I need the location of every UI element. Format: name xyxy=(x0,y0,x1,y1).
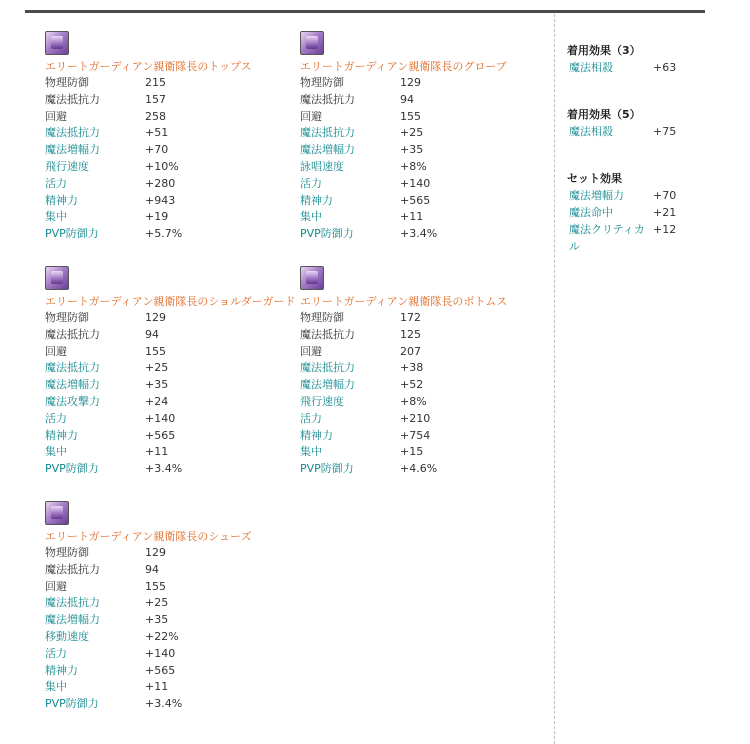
stat-row xyxy=(45,394,300,411)
stat-label: 精神力 xyxy=(45,663,78,677)
item-block-tops xyxy=(45,31,300,243)
stat-value: +140 xyxy=(400,176,431,190)
stat-label: 回避 xyxy=(45,109,67,123)
stat-label: 物理防御 xyxy=(45,546,89,559)
stat-value: +35 xyxy=(145,613,169,627)
stat-row xyxy=(300,92,555,109)
stat-label: 精神力 xyxy=(300,428,333,442)
stat-row xyxy=(300,394,555,411)
stat-row xyxy=(300,226,555,243)
stat-row xyxy=(45,444,300,461)
set-effect-group xyxy=(567,171,702,255)
stat-value: +5.7% xyxy=(145,227,183,241)
stat-row xyxy=(300,411,555,428)
stat-value: +140 xyxy=(145,411,176,425)
set-effect-value: +70 xyxy=(653,189,677,202)
stat-value: +15 xyxy=(400,445,424,459)
stat-row xyxy=(45,159,300,176)
stat-row xyxy=(300,377,555,394)
stat-row xyxy=(45,612,300,629)
item-name[interactable]: エリートガーディアン親衛隊長のトップス xyxy=(45,60,252,73)
stat-label: 活力 xyxy=(45,176,67,190)
set-effect-group xyxy=(567,43,702,76)
stat-row xyxy=(45,327,300,344)
stat-row xyxy=(300,428,555,445)
stat-row xyxy=(45,461,300,478)
bottoms-armor-icon[interactable] xyxy=(300,266,324,290)
stat-value: +565 xyxy=(145,428,176,442)
stat-label: 魔法抵抗力 xyxy=(45,327,100,341)
stat-label: 飛行速度 xyxy=(45,159,89,173)
stat-row xyxy=(45,679,300,696)
stat-value: +52 xyxy=(400,378,424,392)
stat-label: 精神力 xyxy=(300,193,333,207)
stat-row xyxy=(45,142,300,159)
stat-label: 飛行速度 xyxy=(300,394,344,408)
stat-row xyxy=(45,226,300,243)
stat-value: +51 xyxy=(145,126,169,140)
set-effect-label: 魔法命中 xyxy=(569,206,613,219)
stat-label: 魔法抵抗力 xyxy=(45,126,100,140)
stat-row xyxy=(300,327,555,344)
stat-label: 回避 xyxy=(300,109,322,123)
stat-label: PVP防御力 xyxy=(45,227,99,241)
stat-value: 155 xyxy=(145,579,166,593)
stat-label: 魔法増幅力 xyxy=(45,378,100,392)
stat-row xyxy=(300,125,555,142)
stat-label: 集中 xyxy=(300,210,322,224)
stat-value: +70 xyxy=(145,143,169,157)
stat-value: +25 xyxy=(145,596,169,610)
set-effect-title: 着用効果（5） xyxy=(567,108,641,121)
stat-label: 魔法抵抗力 xyxy=(45,92,100,106)
stat-row xyxy=(45,209,300,226)
stat-label: 魔法抵抗力 xyxy=(300,361,355,375)
set-effect-value: +75 xyxy=(653,125,677,138)
stat-label: 活力 xyxy=(45,411,67,425)
stat-label: 魔法抵抗力 xyxy=(45,361,100,375)
gloves-armor-icon[interactable] xyxy=(300,31,324,55)
set-effect-row xyxy=(567,204,702,221)
stat-value: +754 xyxy=(400,428,431,442)
stat-row xyxy=(300,176,555,193)
stat-row xyxy=(45,562,300,579)
stat-row xyxy=(45,629,300,646)
stat-label: 活力 xyxy=(300,411,322,425)
stat-value: +3.4% xyxy=(145,697,183,711)
stat-label: 詠唱速度 xyxy=(300,159,344,173)
stat-value: +140 xyxy=(145,646,176,660)
stat-label: 集中 xyxy=(45,680,67,694)
stat-label: 集中 xyxy=(45,210,67,224)
item-block-gloves xyxy=(300,31,555,243)
set-effect-row xyxy=(567,187,702,204)
stat-label: 精神力 xyxy=(45,428,78,442)
stat-value: 215 xyxy=(145,76,166,89)
set-effect-title: 着用効果（3） xyxy=(567,44,641,57)
stat-value: +3.4% xyxy=(400,227,438,241)
stat-value: +25 xyxy=(145,361,169,375)
stat-row xyxy=(45,176,300,193)
stat-row xyxy=(45,109,300,126)
stat-value: +280 xyxy=(145,176,176,190)
set-effect-value: +21 xyxy=(653,206,677,219)
stat-row xyxy=(300,193,555,210)
top-border xyxy=(25,10,705,13)
set-effect-title: セット効果 xyxy=(567,172,622,185)
stat-value: +11 xyxy=(400,210,424,224)
stat-value: +8% xyxy=(400,159,427,173)
stat-label: PVP防御力 xyxy=(45,462,99,476)
stat-row xyxy=(300,360,555,377)
stat-value: 155 xyxy=(400,109,421,123)
stat-row xyxy=(300,209,555,226)
stat-value: 129 xyxy=(145,311,166,324)
set-effect-value: +12 xyxy=(653,223,677,236)
stat-label: 魔法増幅力 xyxy=(300,378,355,392)
stat-label: 魔法抵抗力 xyxy=(45,562,100,576)
stat-row xyxy=(300,461,555,478)
set-effect-label: 魔法クリティカル xyxy=(569,223,645,253)
stat-label: 物理防御 xyxy=(300,76,344,89)
stat-row xyxy=(45,579,300,596)
stat-value: 129 xyxy=(145,546,166,559)
stat-value: 258 xyxy=(145,109,166,123)
stat-value: +19 xyxy=(145,210,169,224)
item-block-shoes xyxy=(45,501,300,713)
stat-label: 魔法増幅力 xyxy=(45,613,100,627)
stat-label: 魔法抵抗力 xyxy=(300,126,355,140)
stat-row xyxy=(45,595,300,612)
stat-value: 172 xyxy=(400,311,421,324)
stat-row xyxy=(45,411,300,428)
stat-label: 回避 xyxy=(300,344,322,358)
stat-value: 157 xyxy=(145,92,166,106)
stat-row xyxy=(300,75,555,92)
stat-label: 魔法抵抗力 xyxy=(300,92,355,106)
stat-label: 回避 xyxy=(45,344,67,358)
stat-value: +565 xyxy=(400,193,431,207)
shoes-armor-icon[interactable] xyxy=(45,501,69,525)
stat-value: +11 xyxy=(145,445,169,459)
stat-row xyxy=(45,310,300,327)
stat-row xyxy=(45,360,300,377)
stat-label: 魔法攻撃力 xyxy=(45,394,100,408)
set-effect-row xyxy=(567,59,702,76)
stat-label: PVP防御力 xyxy=(300,462,354,476)
set-effect-value: +63 xyxy=(653,61,677,74)
stat-label: PVP防御力 xyxy=(300,227,354,241)
stat-label: 集中 xyxy=(45,445,67,459)
stat-label: 魔法増幅力 xyxy=(45,143,100,157)
stat-value: +565 xyxy=(145,663,176,677)
set-effect-label: 魔法相殺 xyxy=(569,61,613,74)
item-name[interactable]: エリートガーディアン親衛隊長のショルダーガード xyxy=(45,295,296,308)
stat-label: 活力 xyxy=(45,646,67,660)
stat-value: +22% xyxy=(145,629,179,643)
stat-label: PVP防御力 xyxy=(45,697,99,711)
stat-label: 魔法抵抗力 xyxy=(45,596,100,610)
stat-row xyxy=(45,646,300,663)
stat-value: +25 xyxy=(400,126,424,140)
set-effect-row xyxy=(567,123,702,140)
stat-row xyxy=(45,428,300,445)
stat-row xyxy=(300,444,555,461)
item-block-shoulder xyxy=(45,266,300,478)
stat-label: 物理防御 xyxy=(45,311,89,324)
stat-row xyxy=(45,344,300,361)
item-name[interactable]: エリートガーディアン親衛隊長のシューズ xyxy=(45,530,252,543)
stat-row xyxy=(45,193,300,210)
stat-value: 207 xyxy=(400,344,421,358)
stat-label: 物理防御 xyxy=(300,311,344,324)
stat-value: +4.6% xyxy=(400,462,438,476)
stat-value: +10% xyxy=(145,159,179,173)
set-effect-row xyxy=(567,221,702,255)
stat-value: +35 xyxy=(145,378,169,392)
stat-value: 94 xyxy=(145,562,159,576)
item-name[interactable]: エリートガーディアン親衛隊長のボトムス xyxy=(300,295,508,308)
stat-value: 94 xyxy=(400,92,414,106)
stat-row xyxy=(45,696,300,713)
stat-label: 移動速度 xyxy=(45,629,89,643)
stat-row xyxy=(300,159,555,176)
stat-row xyxy=(300,310,555,327)
stat-value: +3.4% xyxy=(145,462,183,476)
stat-value: 94 xyxy=(145,327,159,341)
shoulder-armor-icon[interactable] xyxy=(45,266,69,290)
set-effect-label: 魔法増幅力 xyxy=(569,189,624,202)
stat-row xyxy=(45,75,300,92)
stat-row xyxy=(45,545,300,562)
stat-row xyxy=(300,344,555,361)
stat-value: 155 xyxy=(145,344,166,358)
stat-value: +11 xyxy=(145,680,169,694)
set-effect-label: 魔法相殺 xyxy=(569,125,613,138)
item-block-bottoms xyxy=(300,266,555,478)
stat-label: 魔法抵抗力 xyxy=(300,327,355,341)
stat-label: 物理防御 xyxy=(45,76,89,89)
stat-label: 魔法増幅力 xyxy=(300,143,355,157)
stat-row xyxy=(45,663,300,680)
stat-row xyxy=(45,125,300,142)
stat-row xyxy=(300,142,555,159)
stat-value: +35 xyxy=(400,143,424,157)
stat-row xyxy=(45,92,300,109)
stat-label: 集中 xyxy=(300,445,322,459)
set-effect-group xyxy=(567,107,702,140)
stat-value: +38 xyxy=(400,361,424,375)
stat-row xyxy=(45,377,300,394)
stat-value: +24 xyxy=(145,394,169,408)
stat-value: +8% xyxy=(400,394,427,408)
item-name[interactable]: エリートガーディアン親衛隊長のグローブ xyxy=(300,60,507,73)
stat-row xyxy=(300,109,555,126)
stat-value: +943 xyxy=(145,193,176,207)
stat-label: 精神力 xyxy=(45,193,78,207)
tops-armor-icon[interactable] xyxy=(45,31,69,55)
stat-value: +210 xyxy=(400,411,431,425)
stat-value: 125 xyxy=(400,327,421,341)
stat-label: 回避 xyxy=(45,579,67,593)
stat-value: 129 xyxy=(400,76,421,89)
stat-label: 活力 xyxy=(300,176,322,190)
